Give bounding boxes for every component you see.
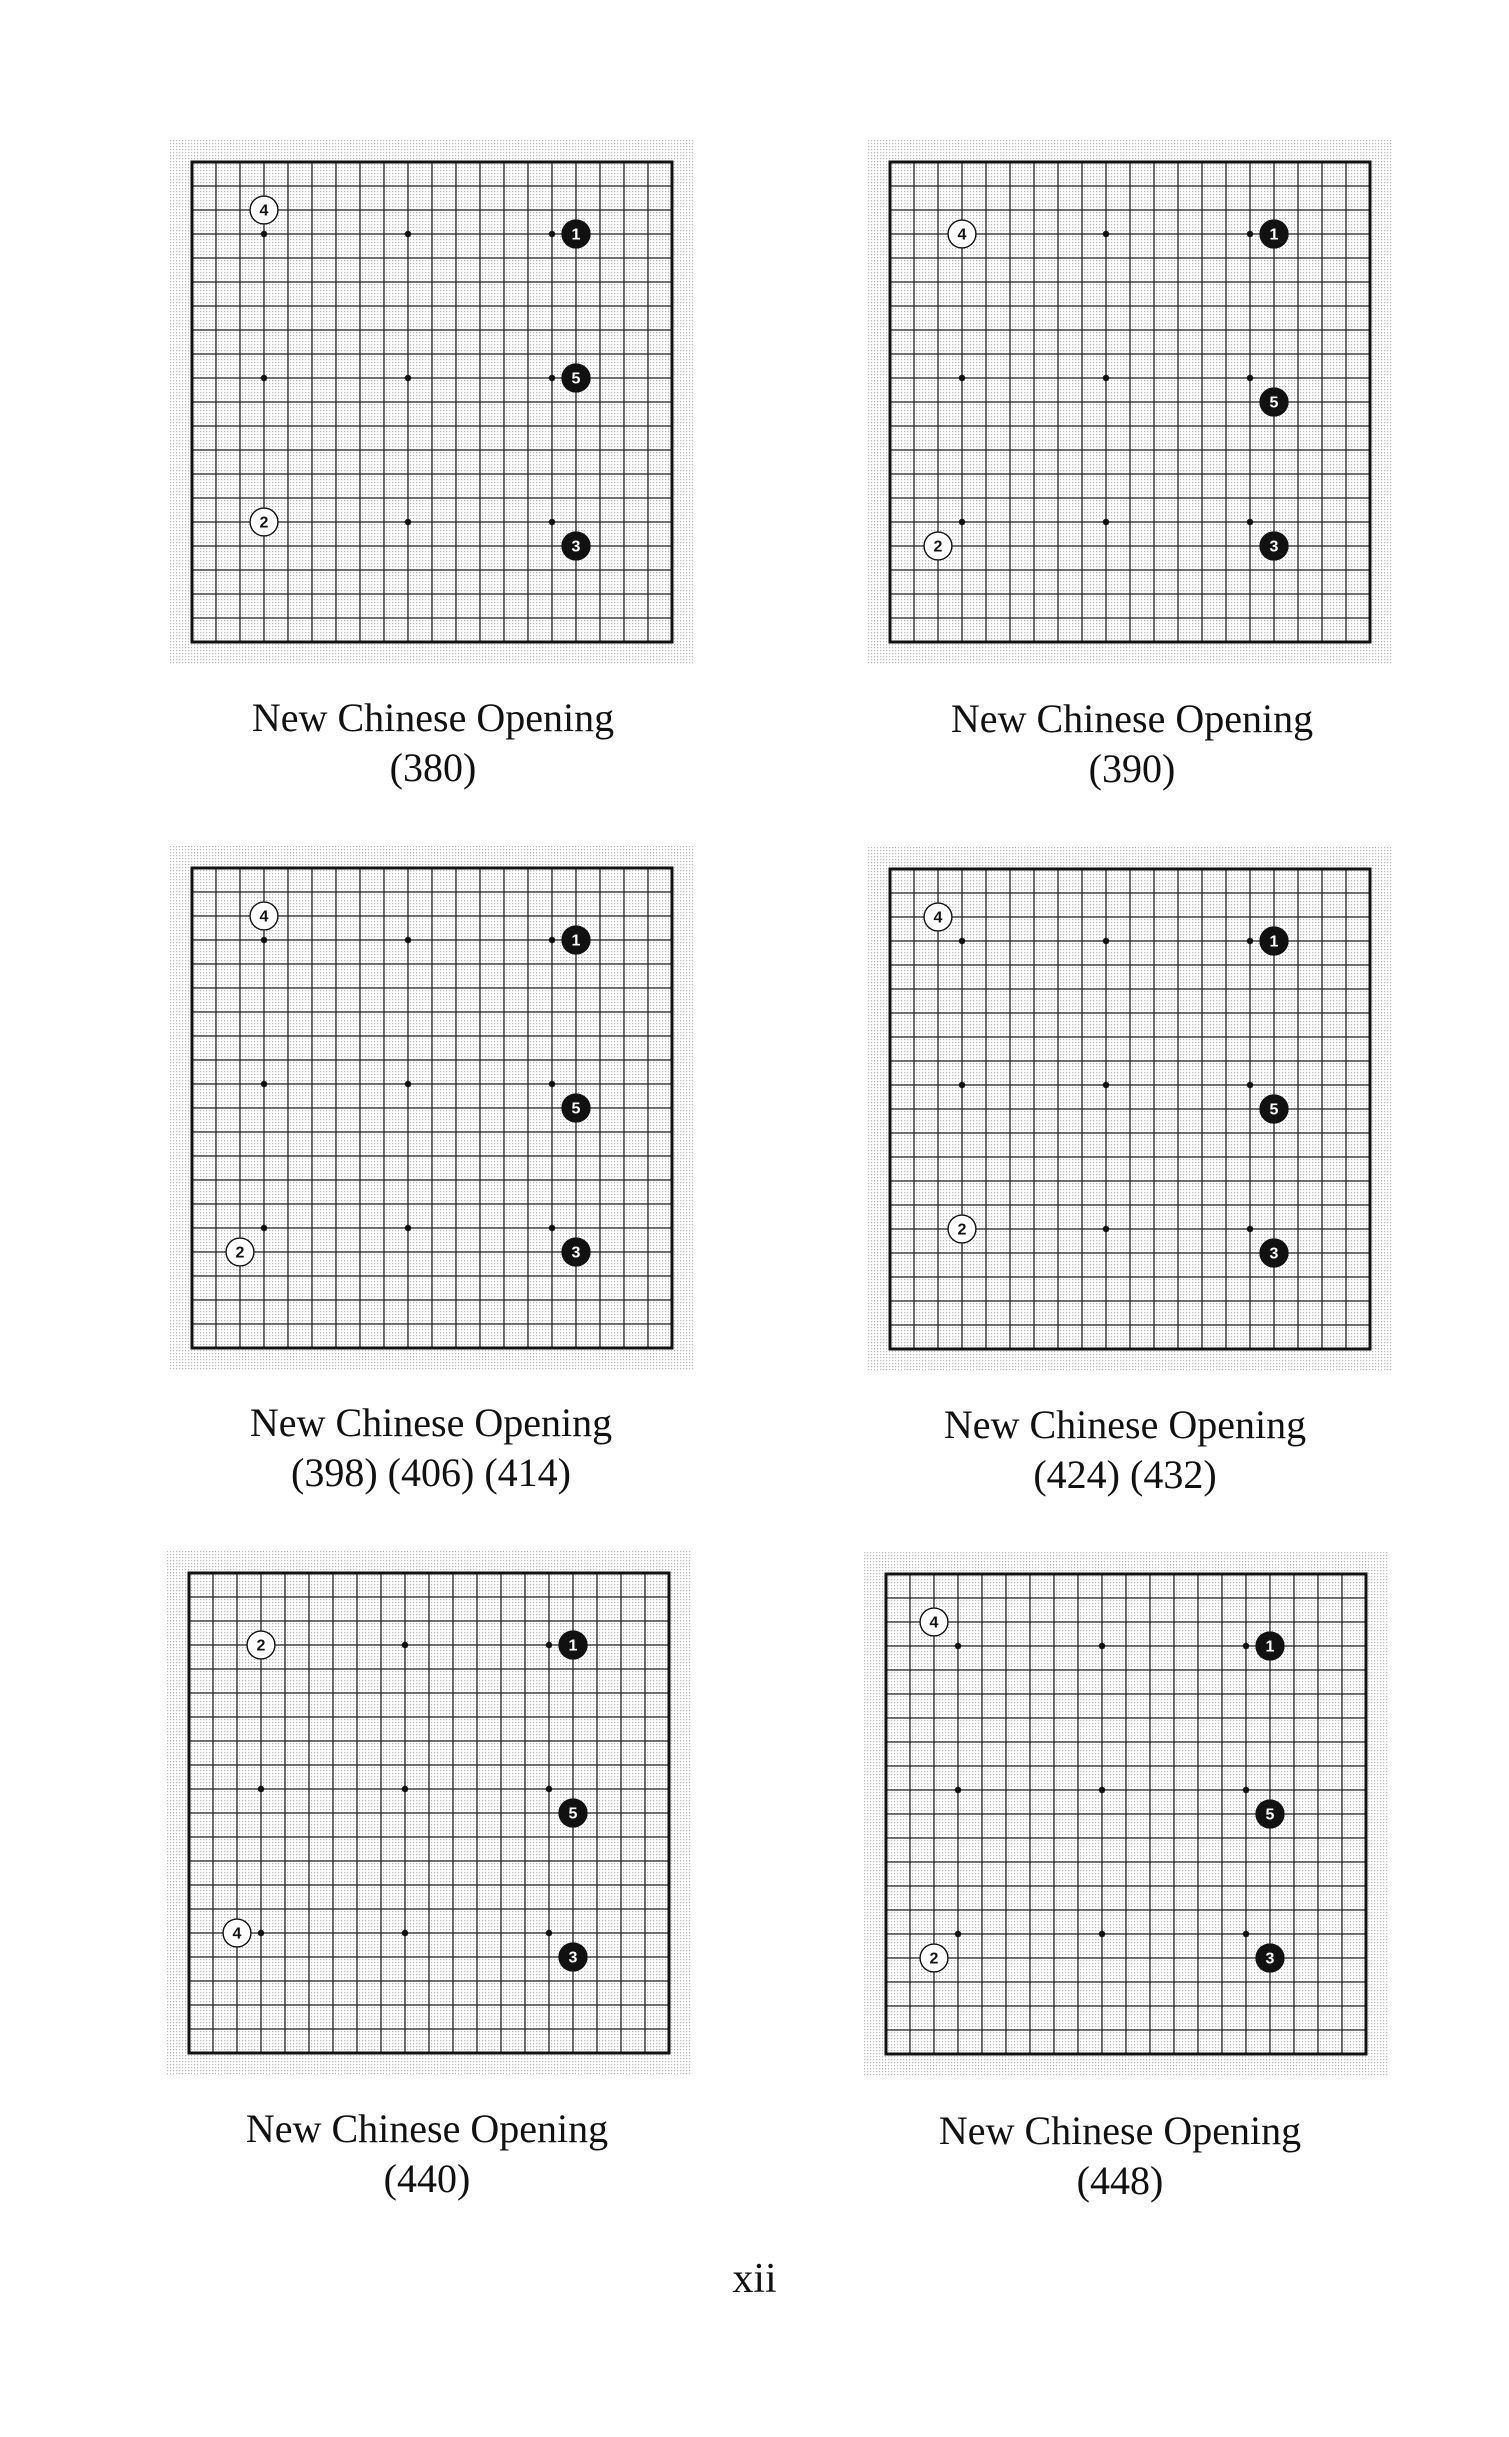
- black-stone-5: [562, 1094, 590, 1122]
- black-stone-1: [562, 220, 590, 248]
- black-stone-5: [1260, 1095, 1288, 1123]
- star-point: [1103, 231, 1109, 237]
- star-point: [1243, 1931, 1249, 1937]
- star-point: [1099, 1787, 1105, 1793]
- star-point: [1247, 1082, 1253, 1088]
- star-point: [1103, 938, 1109, 944]
- go-diagram-3: [170, 846, 694, 1370]
- star-point: [402, 1642, 408, 1648]
- star-point: [549, 231, 555, 237]
- go-board: [864, 1552, 1388, 2076]
- black-stone-3: [559, 1943, 587, 1971]
- star-point: [405, 937, 411, 943]
- black-stone-3: [1260, 1239, 1288, 1267]
- star-point: [405, 1081, 411, 1087]
- svg-text:4: 4: [259, 908, 269, 926]
- go-board: [170, 846, 694, 1370]
- star-point: [1103, 1226, 1109, 1232]
- svg-text:2: 2: [957, 1221, 967, 1239]
- white-stone-2: [250, 508, 278, 536]
- white-stone-2: [924, 532, 952, 560]
- go-diagram-6: [864, 1552, 1388, 2076]
- svg-text:3: 3: [571, 1244, 581, 1262]
- black-stone-1: [1260, 220, 1288, 248]
- star-point: [546, 1930, 552, 1936]
- star-point: [405, 519, 411, 525]
- star-point: [549, 937, 555, 943]
- star-point: [1247, 231, 1253, 237]
- caption-title: New Chinese Opening: [249, 1400, 613, 1445]
- svg-text:1: 1: [568, 1637, 578, 1655]
- star-point: [258, 1786, 264, 1792]
- caption-reference: (390): [1088, 746, 1176, 791]
- star-point: [261, 1081, 267, 1087]
- black-stone-3: [1256, 1944, 1284, 1972]
- page-number: xii: [732, 2256, 777, 2302]
- go-diagram-1: [170, 140, 694, 664]
- caption-4: [825, 1400, 1425, 1500]
- svg-text:4: 4: [933, 909, 943, 927]
- star-point: [549, 1225, 555, 1231]
- black-stone-3: [1260, 532, 1288, 560]
- caption-5: [127, 2104, 727, 2204]
- svg-text:2: 2: [259, 514, 269, 532]
- star-point: [959, 519, 965, 525]
- star-point: [959, 375, 965, 381]
- svg-text:5: 5: [1269, 1101, 1279, 1119]
- caption-reference: (424) (432): [1033, 1452, 1217, 1497]
- svg-text:3: 3: [1265, 1950, 1275, 1968]
- star-point: [955, 1643, 961, 1649]
- star-point: [261, 1225, 267, 1231]
- svg-text:3: 3: [1269, 1245, 1279, 1263]
- black-stone-5: [559, 1799, 587, 1827]
- star-point: [402, 1930, 408, 1936]
- star-point: [955, 1787, 961, 1793]
- caption-title: New Chinese Opening: [245, 2106, 609, 2151]
- white-stone-2: [226, 1238, 254, 1266]
- svg-text:3: 3: [1269, 538, 1279, 556]
- white-stone-4: [250, 196, 278, 224]
- star-point: [549, 1081, 555, 1087]
- star-point: [1103, 1082, 1109, 1088]
- go-diagram-5: [167, 1551, 691, 2075]
- white-stone-2: [247, 1631, 275, 1659]
- caption-title: New Chinese Opening: [950, 696, 1314, 741]
- caption-title: New Chinese Opening: [251, 695, 615, 740]
- caption-2: [832, 694, 1432, 794]
- white-stone-2: [920, 1944, 948, 1972]
- svg-text:5: 5: [568, 1805, 578, 1823]
- go-board: [868, 847, 1392, 1371]
- white-stone-4: [250, 902, 278, 930]
- svg-text:3: 3: [571, 538, 581, 556]
- go-board: [868, 140, 1392, 664]
- star-point: [959, 938, 965, 944]
- star-point: [546, 1786, 552, 1792]
- star-point: [258, 1930, 264, 1936]
- go-diagram-2: [868, 140, 1392, 664]
- white-stone-4: [223, 1919, 251, 1947]
- star-point: [261, 937, 267, 943]
- caption-title: New Chinese Opening: [938, 2108, 1302, 2153]
- star-point: [955, 1931, 961, 1937]
- star-point: [1247, 519, 1253, 525]
- black-stone-1: [1260, 927, 1288, 955]
- white-stone-4: [924, 903, 952, 931]
- svg-text:1: 1: [571, 932, 581, 950]
- svg-text:4: 4: [957, 226, 967, 244]
- svg-text:2: 2: [256, 1637, 266, 1655]
- star-point: [1243, 1643, 1249, 1649]
- star-point: [405, 375, 411, 381]
- caption-6: [820, 2106, 1420, 2206]
- star-point: [1103, 519, 1109, 525]
- svg-text:4: 4: [232, 1925, 242, 1943]
- svg-text:4: 4: [259, 202, 269, 220]
- go-diagram-4: [868, 847, 1392, 1371]
- svg-text:5: 5: [571, 1100, 581, 1118]
- star-point: [1243, 1787, 1249, 1793]
- svg-text:5: 5: [571, 370, 581, 388]
- white-stone-2: [948, 1215, 976, 1243]
- svg-text:5: 5: [1269, 394, 1279, 412]
- white-stone-4: [948, 220, 976, 248]
- caption-reference: (440): [383, 2156, 471, 2201]
- svg-text:1: 1: [1269, 933, 1279, 951]
- star-point: [546, 1642, 552, 1648]
- caption-3: [131, 1398, 731, 1498]
- black-stone-1: [1256, 1632, 1284, 1660]
- star-point: [405, 1225, 411, 1231]
- go-board: [167, 1551, 691, 2075]
- black-stone-1: [562, 926, 590, 954]
- star-point: [549, 375, 555, 381]
- star-point: [405, 231, 411, 237]
- caption-reference: (380): [389, 745, 477, 790]
- black-stone-1: [559, 1631, 587, 1659]
- caption-1: [133, 693, 733, 793]
- black-stone-5: [1256, 1800, 1284, 1828]
- star-point: [402, 1786, 408, 1792]
- star-point: [549, 519, 555, 525]
- star-point: [261, 375, 267, 381]
- star-point: [1247, 375, 1253, 381]
- black-stone-3: [562, 1238, 590, 1266]
- black-stone-5: [562, 364, 590, 392]
- svg-text:5: 5: [1265, 1806, 1275, 1824]
- svg-text:2: 2: [929, 1950, 939, 1968]
- svg-text:2: 2: [933, 538, 943, 556]
- star-point: [261, 231, 267, 237]
- star-point: [1247, 1226, 1253, 1232]
- go-board: [170, 140, 694, 664]
- star-point: [959, 1082, 965, 1088]
- svg-text:2: 2: [235, 1244, 245, 1262]
- svg-text:3: 3: [568, 1949, 578, 1967]
- star-point: [1103, 375, 1109, 381]
- black-stone-3: [562, 532, 590, 560]
- star-point: [1247, 938, 1253, 944]
- caption-reference: (398) (406) (414): [291, 1450, 571, 1495]
- svg-text:1: 1: [1265, 1638, 1275, 1656]
- white-stone-4: [920, 1608, 948, 1636]
- svg-text:1: 1: [1269, 226, 1279, 244]
- caption-reference: (448): [1076, 2158, 1164, 2203]
- star-point: [1099, 1931, 1105, 1937]
- svg-text:4: 4: [929, 1614, 939, 1632]
- svg-text:1: 1: [571, 226, 581, 244]
- black-stone-5: [1260, 388, 1288, 416]
- caption-title: New Chinese Opening: [943, 1402, 1307, 1447]
- star-point: [1099, 1643, 1105, 1649]
